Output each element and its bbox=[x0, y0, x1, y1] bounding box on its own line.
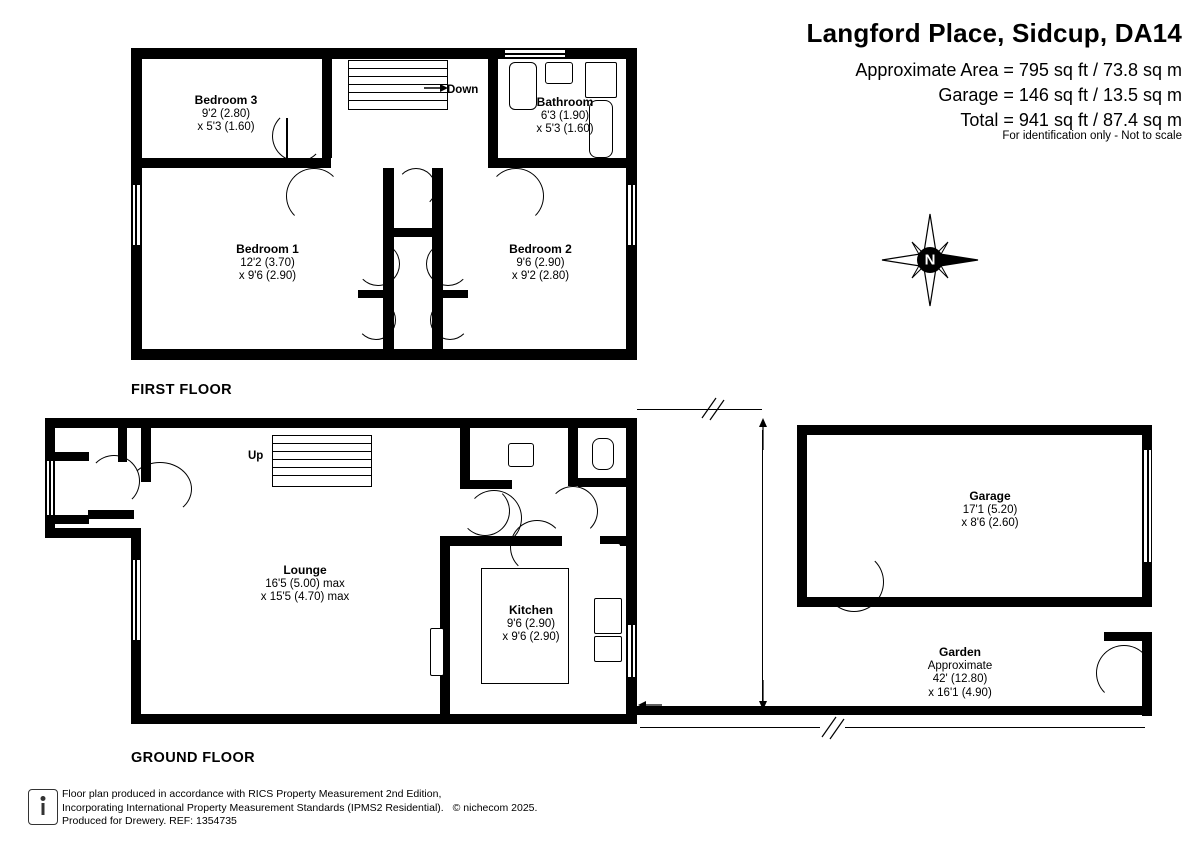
door-leaf-bed3 bbox=[286, 118, 288, 162]
kitchen-dim1: 9'6 (2.90) bbox=[506, 617, 556, 630]
room-label-bedroom2 bbox=[478, 243, 603, 284]
garage-name: Garage bbox=[969, 489, 1011, 503]
dim-arrow-down bbox=[757, 680, 769, 710]
up-label: Up bbox=[248, 450, 264, 462]
window-ff-left-frame bbox=[135, 185, 137, 245]
door-swing-bed1-landing bbox=[356, 242, 400, 286]
kitchen-sink-icon bbox=[594, 636, 622, 662]
footer-line-1: Floor plan produced in accordance with RICS Property Measurement 2nd Edition, bbox=[62, 788, 442, 800]
bedroom2-name: Bedroom 2 bbox=[509, 242, 572, 256]
room-label-bedroom3 bbox=[166, 94, 286, 135]
lounge-name: Lounge bbox=[283, 563, 327, 577]
area-line-garage: Garage = 146 sq ft / 13.5 sq m bbox=[938, 85, 1182, 105]
wall-gf-bottom bbox=[131, 714, 637, 724]
break-mark-bottom bbox=[820, 715, 846, 741]
kitchen-appliance-icon bbox=[430, 628, 444, 676]
bedroom1-dim2: x 9'6 (2.90) bbox=[238, 270, 297, 282]
window-garage-frame bbox=[1147, 450, 1149, 562]
dim-line-garden-bottom bbox=[640, 727, 820, 728]
boiler-box bbox=[598, 544, 620, 566]
room-label-garage bbox=[925, 490, 1055, 531]
door-swing-lower-left bbox=[356, 300, 396, 340]
garage-dim1: 17'1 (5.20) bbox=[962, 503, 1018, 516]
bedroom2-dim1: 9'6 (2.90) bbox=[516, 256, 565, 269]
rics-person-icon bbox=[28, 789, 58, 825]
footer-copyright: © nichecom 2025. bbox=[452, 801, 538, 814]
wall-garage-top bbox=[797, 425, 1152, 435]
garden-sub: Approximate bbox=[927, 659, 993, 672]
down-arrow-icon bbox=[424, 82, 448, 94]
wall-garden-bottom bbox=[637, 706, 1152, 715]
area-line-total: Total = 941 sq ft / 87.4 sq m bbox=[960, 110, 1182, 130]
wall-gf-kitchen-left bbox=[440, 536, 450, 714]
wall-ff-bath-bottom bbox=[488, 158, 637, 168]
dim-line-vertical bbox=[762, 430, 763, 705]
dim-line-garden-bottom2 bbox=[845, 727, 1145, 728]
bathroom-dim1: 6'3 (1.90) bbox=[540, 109, 590, 122]
page-title: Langford Place, Sidcup, DA14 bbox=[806, 18, 1182, 48]
bathroom-name: Bathroom bbox=[536, 95, 594, 109]
sink-icon-ff bbox=[545, 62, 573, 84]
door-swing-lower-right bbox=[430, 300, 470, 340]
kitchen-name: Kitchen bbox=[508, 603, 553, 617]
wall-gf-porch-lower-stub bbox=[45, 515, 89, 524]
window-ff-top-frame bbox=[505, 53, 565, 55]
bedroom2-dim2: x 9'2 (2.80) bbox=[511, 270, 570, 282]
door-swing-bed2-landing bbox=[426, 242, 470, 286]
wall-garage-bottom bbox=[887, 597, 1152, 607]
garage-dim2: x 8'6 (2.60) bbox=[961, 517, 1019, 529]
garden-dim2: x 16'1 (4.90) bbox=[928, 686, 992, 699]
shower-icon-ff bbox=[585, 62, 617, 98]
wall-ff-door-stub-right bbox=[432, 290, 468, 298]
wall-gf-top bbox=[45, 418, 637, 428]
sink-icon-gf bbox=[508, 443, 534, 467]
lounge-dim1: 16'5 (5.00) max bbox=[265, 577, 345, 590]
wall-gf-porch-bottom bbox=[45, 528, 133, 538]
bathroom-dim2: x 5'3 (1.60) bbox=[536, 123, 594, 135]
window-gf-porch-frame bbox=[49, 461, 51, 515]
bedroom3-dim2: x 5'3 (1.60) bbox=[197, 121, 255, 133]
room-label-bedroom1 bbox=[205, 243, 330, 284]
wall-gf-wc-right bbox=[568, 428, 578, 486]
bedroom1-name: Bedroom 1 bbox=[236, 242, 299, 256]
bedroom3-name: Bedroom 3 bbox=[194, 93, 258, 107]
first-floor-label: FIRST FLOOR bbox=[131, 382, 233, 398]
down-label: Down bbox=[447, 84, 479, 96]
toilet-icon-gf bbox=[592, 438, 614, 470]
footer-line-3: Produced for Drewery. REF: 1354735 bbox=[62, 815, 237, 827]
footer-text bbox=[62, 788, 537, 829]
wall-garage-left bbox=[797, 425, 807, 607]
break-mark-top bbox=[700, 396, 726, 422]
compass-rose bbox=[880, 212, 980, 308]
footer-line-2: Incorporating International Property Measurement Standards (IPMS2 Residential). bbox=[62, 801, 444, 814]
window-ff-right-frame bbox=[631, 185, 633, 245]
wall-gf-porch-top-stub bbox=[45, 452, 89, 461]
wall-gf-wc-left bbox=[460, 428, 470, 486]
garden-name: Garden bbox=[938, 645, 981, 659]
disclaimer-text: For identification only - Not to scale bbox=[1002, 130, 1182, 142]
wall-gf-right bbox=[626, 418, 637, 724]
door-swing-bed2 bbox=[488, 168, 544, 224]
lounge-dim2: x 15'5 (4.70) max bbox=[260, 591, 350, 603]
wall-ff-bath-left bbox=[488, 59, 498, 167]
area-line-approx: Approximate Area = 795 sq ft / 73.8 sq m bbox=[855, 60, 1182, 80]
bedroom3-dim1: 9'2 (2.80) bbox=[201, 107, 251, 120]
ground-floor-label: GROUND FLOOR bbox=[131, 750, 256, 766]
area-summary bbox=[855, 58, 1182, 133]
door-swing-bed1 bbox=[286, 168, 342, 224]
dim-arrow-left bbox=[636, 695, 662, 715]
door-swing-lounge-kitchen bbox=[510, 520, 564, 560]
compass-north-label: N bbox=[924, 251, 936, 269]
wall-ff-landing-div bbox=[383, 228, 443, 237]
staircase-ground-floor bbox=[272, 435, 372, 487]
wall-ff-door-stub-left bbox=[358, 290, 394, 298]
window-gf-kitchen-frame bbox=[631, 625, 633, 677]
room-label-bathroom bbox=[505, 96, 625, 137]
garden-dim1: 42' (12.80) bbox=[932, 673, 988, 685]
room-label-kitchen bbox=[476, 604, 586, 645]
window-gf-lounge-frame bbox=[135, 560, 137, 640]
dim-arrow-up bbox=[757, 418, 769, 450]
kitchen-dim2: x 9'6 (2.90) bbox=[502, 631, 560, 643]
door-swing-landing bbox=[396, 168, 436, 208]
door-swing-garden-gate bbox=[1096, 645, 1152, 701]
door-swing-hall bbox=[128, 462, 198, 514]
kitchen-hob-icon bbox=[594, 598, 622, 634]
room-label-lounge bbox=[225, 564, 385, 605]
door-swing-garage bbox=[824, 560, 882, 610]
room-label-garden bbox=[865, 646, 1055, 700]
bedroom1-dim1: 12'2 (3.70) bbox=[240, 256, 295, 269]
